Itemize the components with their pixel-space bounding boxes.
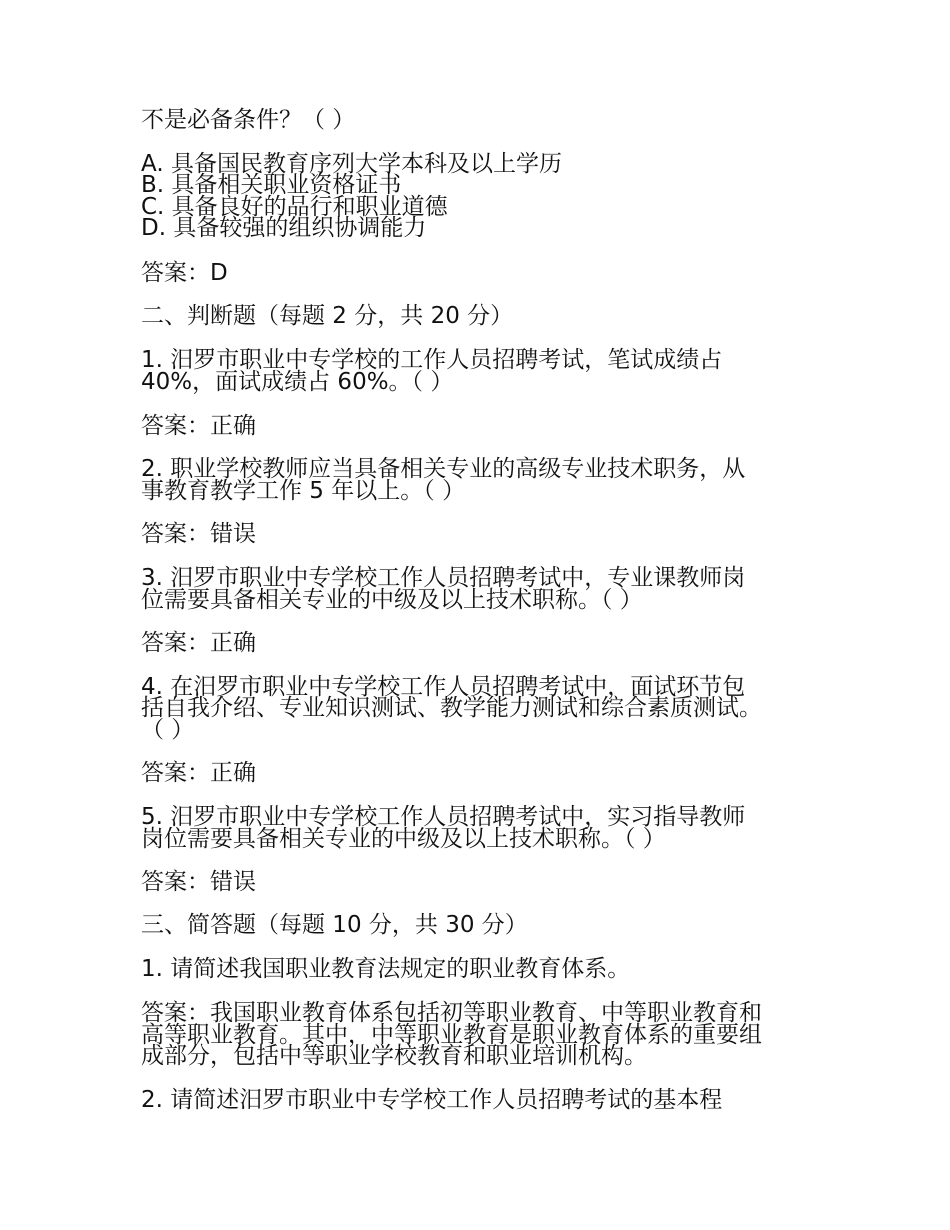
answer-text: 答案：正确 (141, 760, 256, 786)
answer-text-continued: 高等职业教育。其中，中等职业教育是职业教育体系的重要组 (141, 1022, 762, 1048)
section-heading-short-answer: 三、简答题（每题 10 分，共 30 分） (141, 912, 528, 938)
true-false-question-5: 5. 汨罗市职业中专学校工作人员招聘考试中，实习指导教师 (141, 804, 746, 830)
question-continuation: 不是必备条件？（ ） (141, 107, 356, 133)
true-false-question-5-continued: 岗位需要具备相关专业的中级及以上技术职称。（ ） (141, 826, 666, 852)
true-false-question-3: 3. 汨罗市职业中专学校工作人员招聘考试中，专业课教师岗 (141, 565, 746, 591)
true-false-question-2-continued: 事教育教学工作 5 年以上。（ ） (141, 478, 466, 504)
true-false-question-4: 4. 在汨罗市职业中专学校工作人员招聘考试中，面试环节包 (141, 674, 746, 700)
section-heading-true-false: 二、判断题（每题 2 分，共 20 分） (141, 303, 514, 329)
option-d: D. 具备较强的组织协调能力 (141, 215, 427, 241)
option-b: B. 具备相关职业资格证书 (141, 172, 402, 198)
true-false-question-1: 1. 汨罗市职业中专学校的工作人员招聘考试，笔试成绩占 (141, 347, 723, 373)
option-c: C. 具备良好的品行和职业道德 (141, 194, 448, 220)
answer-text: 答案：我国职业教育体系包括初等职业教育、中等职业教育和 (141, 1000, 762, 1026)
short-answer-question-1: 1. 请简述我国职业教育法规定的职业教育体系。 (141, 956, 631, 982)
short-answer-question-2: 2. 请简述汨罗市职业中专学校工作人员招聘考试的基本程 (141, 1087, 723, 1113)
answer-text: 答案：正确 (141, 630, 256, 656)
answer-text-continued: 成部分，包括中等职业学校教育和职业培训机构。 (141, 1043, 647, 1069)
true-false-question-2: 2. 职业学校教师应当具备相关专业的高级专业技术职务，从 (141, 456, 746, 482)
true-false-question-3-continued: 位需要具备相关专业的中级及以上技术职称。（ ） (141, 587, 643, 613)
answer-text: 答案：错误 (141, 521, 256, 547)
answer-text: 答案：错误 (141, 869, 256, 895)
true-false-question-4-bracket: （ ） (141, 717, 195, 743)
answer-text: 答案：D (141, 260, 228, 286)
true-false-question-4-continued: 括自我介绍、专业知识测试、教学能力测试和综合素质测试。 (141, 695, 762, 721)
option-a: A. 具备国民教育序列大学本科及以上学历 (141, 151, 562, 177)
true-false-question-1-continued: 40%，面试成绩占 60%。（ ） (141, 369, 454, 395)
answer-text: 答案：正确 (141, 413, 256, 439)
